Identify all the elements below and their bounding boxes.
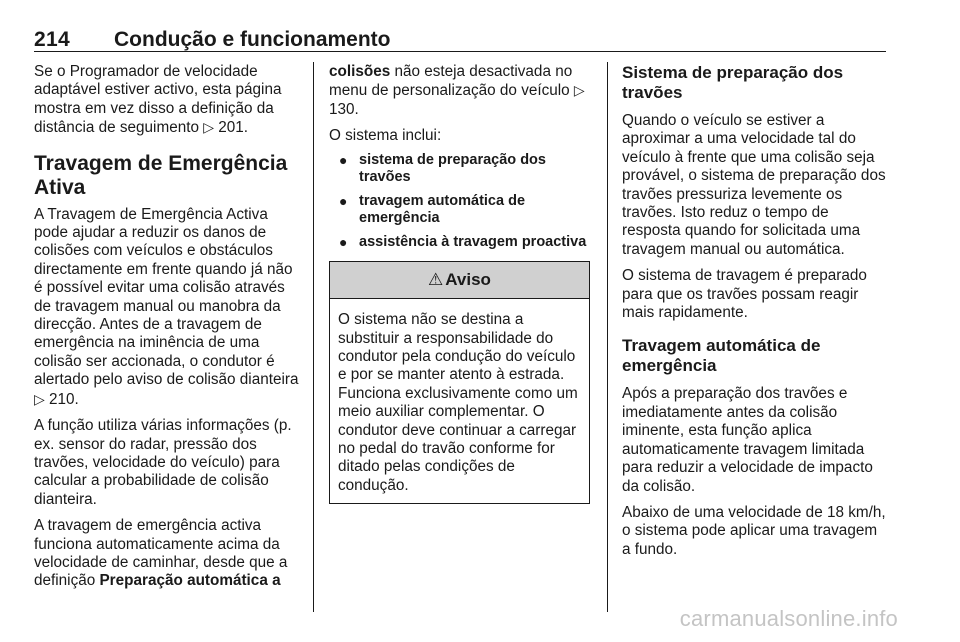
system-includes-label: O sistema inclui: [329,127,442,145]
warning-header [330,262,589,299]
warning-text: O sistema não se destina a substituir a responsabilidade do condutor pela condução do veículo e por se manter atento à estrada. Funciona exclusivamente como um meio auxiliar complementar. O condutor deve continuar a carregar no pedal do travão conforme for ditado pelas condições de condução. [338,311,578,494]
subsection-title-auto-brake: Travagem automática de emergência [622,336,821,376]
column-1 [34,63,304,599]
intro-paragraph: Se o Programador de velocidade adaptável estiver activo, esta página mostra em vez disso a definição da distância de seguimento ▷ 201. [34,63,282,137]
column-divider-1 [313,62,314,612]
feature-list [329,152,591,252]
section-title: Travagem de Emergência Ativa [34,151,288,199]
list-item: ● travagem automática de emergência [339,192,526,227]
chapter-title: Condução e funcionamento [114,28,391,51]
column-3 [622,63,888,567]
list-item: ● sistema de preparação dos travões [339,151,546,186]
warning-triangle-icon: ⚠ [428,270,444,290]
p1-page-ref[interactable]: 210. [49,390,79,408]
header-rule [34,51,886,52]
continuation-paragraph: colisões não esteja desactivada no menu de personalização do veículo ▷ 130. [329,63,585,118]
bullet-icon: ● [339,233,348,250]
page-reference-icon: ▷ [34,390,45,407]
paragraph-2: A função utiliza várias informações (p. ex. sensor do radar, pressão dos travões, velocidade do veículo) para calcular a probabilidade de colisão dianteira. [34,417,292,508]
column-divider-2 [607,62,608,612]
paragraph-auto-brake-2: Abaixo de uma velocidade de 18 km/h, o sistema pode aplicar uma travagem a fundo. [622,503,886,558]
paragraph-auto-brake-1: Após a preparação dos travões e imediatamente antes da colisão iminente, esta função aplica automaticamente travagem limitada para reduzir a velocidade de impacto da colisão. [622,385,873,495]
paragraph-1: A Travagem de Emergência Activa pode ajudar a reduzir os danos de colisões com veículos e obstáculos directamente em frente quando já não é possível evitar uma colisão através de travagem manual ou manobra da direcção. Antes de a travagem de emergência na iminência de uma colisão ser accionada, o condutor é alertado pelo aviso de colisão dianteira ▷ 210. [34,205,299,408]
bullet-icon: ● [339,192,348,209]
paragraph-brake-prep-2: O sistema de travagem é preparado para que os travões possam reagir mais rapidamente. [622,267,867,322]
list-item: ● assistência à travagem proactiva [339,233,587,250]
page-header [34,28,886,52]
setting-name: Preparação automática a [99,572,281,590]
warning-box [329,261,590,504]
paragraph-3: A travagem de emergência activa funciona automaticamente acima da velocidade de caminhar, desde que a definição Preparação automática a [34,517,288,590]
column-2 [329,63,591,504]
paragraph-brake-prep-1: Quando o veículo se estiver a aproximar a uma velocidade tal do veículo à frente que uma colisão seja provável, o sistema de preparação dos travões pressuriza levemente os travões. Isto reduz o tempo de resposta quando for solicitada uma travagem manual ou automática. [622,112,886,258]
page-reference-icon: ▷ [203,119,215,136]
intro-page-ref[interactable]: 201. [218,119,249,137]
cont-page-ref[interactable]: 130. [329,100,359,118]
subsection-title-brake-prep: Sistema de preparação dos travões [622,63,844,102]
warning-title: Aviso [445,270,491,290]
watermark: carmanualsonline.info [679,606,898,631]
page-number: 214 [34,28,70,51]
page-reference-icon: ▷ [573,82,585,99]
bullet-icon: ● [339,151,348,168]
